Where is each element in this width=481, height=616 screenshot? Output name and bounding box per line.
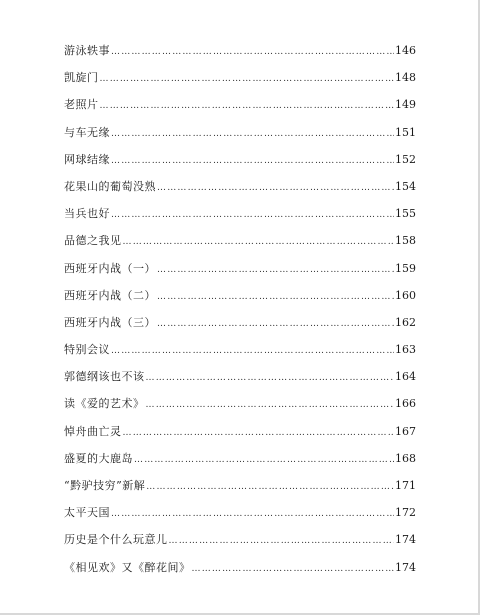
dot-leader xyxy=(146,474,394,501)
toc-entry-title: 特别会议 xyxy=(64,343,110,357)
dot-leader xyxy=(157,175,394,202)
toc-entry-title: 当兵也好 xyxy=(64,207,110,221)
toc-entry-title: 盛夏的大鹿岛 xyxy=(64,451,133,465)
toc-entry-page: 154 xyxy=(395,179,416,193)
toc-entry[interactable] xyxy=(64,499,416,526)
toc-entry-title: 网球结缘 xyxy=(64,152,110,166)
toc-entry-page: 152 xyxy=(395,152,416,166)
dot-leader xyxy=(157,257,394,284)
toc-entry-title: 西班牙内战（三） xyxy=(64,315,156,329)
dot-leader xyxy=(111,121,394,148)
dot-leader xyxy=(169,528,395,555)
toc-entry-title: 悼舟曲亡灵 xyxy=(64,424,122,438)
toc-entry-page: 149 xyxy=(395,98,416,112)
toc-entry-title: 太平天国 xyxy=(64,506,110,520)
dot-leader xyxy=(100,93,395,120)
dot-leader xyxy=(111,202,394,229)
toc-entry-title: 《相见欢》又《醉花间》 xyxy=(64,560,191,574)
toc-entry[interactable] xyxy=(64,526,416,553)
table-of-contents xyxy=(64,37,416,581)
toc-entry-title: 凯旋门 xyxy=(64,71,99,85)
dot-leader xyxy=(146,392,395,419)
toc-entry[interactable] xyxy=(64,255,416,282)
toc-entry-title: “黔驴技穷”新解 xyxy=(64,479,146,492)
toc-entry-title: 老照片 xyxy=(64,98,99,112)
toc-entry[interactable] xyxy=(64,309,416,336)
toc-entry[interactable] xyxy=(64,445,416,472)
toc-entry-page: 159 xyxy=(395,261,416,275)
toc-entry[interactable] xyxy=(64,119,416,146)
toc-entry-title: 历史是个什么玩意儿 xyxy=(64,533,168,547)
toc-entry-page: 158 xyxy=(395,234,416,248)
toc-entry-title: 读《爱的艺术》 xyxy=(64,397,145,411)
toc-entry-page: 172 xyxy=(395,506,416,520)
toc-entry[interactable] xyxy=(64,37,416,64)
dot-leader xyxy=(192,556,395,583)
toc-entry-title: 郭德纲该也不该 xyxy=(64,370,145,384)
toc-entry-title: 品德之我见 xyxy=(64,234,122,248)
dot-leader xyxy=(123,229,395,256)
dot-leader xyxy=(100,66,395,93)
toc-entry-page: 167 xyxy=(395,424,416,438)
toc-entry[interactable] xyxy=(64,64,416,91)
toc-entry-page: 164 xyxy=(395,370,416,384)
toc-entry-page: 146 xyxy=(395,44,416,57)
dot-leader xyxy=(157,284,394,311)
toc-entry[interactable] xyxy=(64,146,416,173)
dot-leader xyxy=(111,39,394,66)
toc-entry[interactable] xyxy=(64,390,416,417)
toc-entry-page: 163 xyxy=(395,343,416,357)
toc-entry-page: 174 xyxy=(395,560,416,574)
dot-leader xyxy=(146,365,395,392)
toc-entry-page: 155 xyxy=(395,207,416,221)
toc-entry-page: 162 xyxy=(395,315,416,329)
dot-leader xyxy=(134,447,394,474)
toc-entry-title: 与车无缘 xyxy=(64,125,110,139)
toc-entry[interactable] xyxy=(64,472,416,499)
toc-entry-title: 游泳轶事 xyxy=(64,44,110,57)
toc-entry-page: 160 xyxy=(395,288,416,302)
toc-entry[interactable] xyxy=(64,554,416,581)
dot-leader xyxy=(111,148,394,175)
dot-leader xyxy=(157,311,394,338)
dot-leader xyxy=(123,420,395,447)
toc-entry[interactable] xyxy=(64,91,416,118)
toc-entry[interactable] xyxy=(64,200,416,227)
toc-entry-page: 148 xyxy=(395,71,416,85)
toc-entry[interactable] xyxy=(64,282,416,309)
toc-entry[interactable] xyxy=(64,363,416,390)
toc-entry-page: 171 xyxy=(395,479,416,492)
toc-entry-title: 西班牙内战（一） xyxy=(64,261,156,275)
toc-entry[interactable] xyxy=(64,336,416,363)
dot-leader xyxy=(111,501,394,528)
toc-entry-title: 花果山的葡萄没熟 xyxy=(64,179,156,193)
toc-entry[interactable] xyxy=(64,173,416,200)
toc-entry[interactable] xyxy=(64,418,416,445)
toc-entry-title: 西班牙内战（二） xyxy=(64,288,156,302)
toc-entry[interactable] xyxy=(64,227,416,254)
toc-entry-page: 168 xyxy=(395,451,416,465)
toc-entry-page: 174 xyxy=(395,533,416,547)
dot-leader xyxy=(111,338,394,365)
toc-entry-page: 151 xyxy=(395,125,416,139)
toc-entry-page: 166 xyxy=(395,397,416,411)
